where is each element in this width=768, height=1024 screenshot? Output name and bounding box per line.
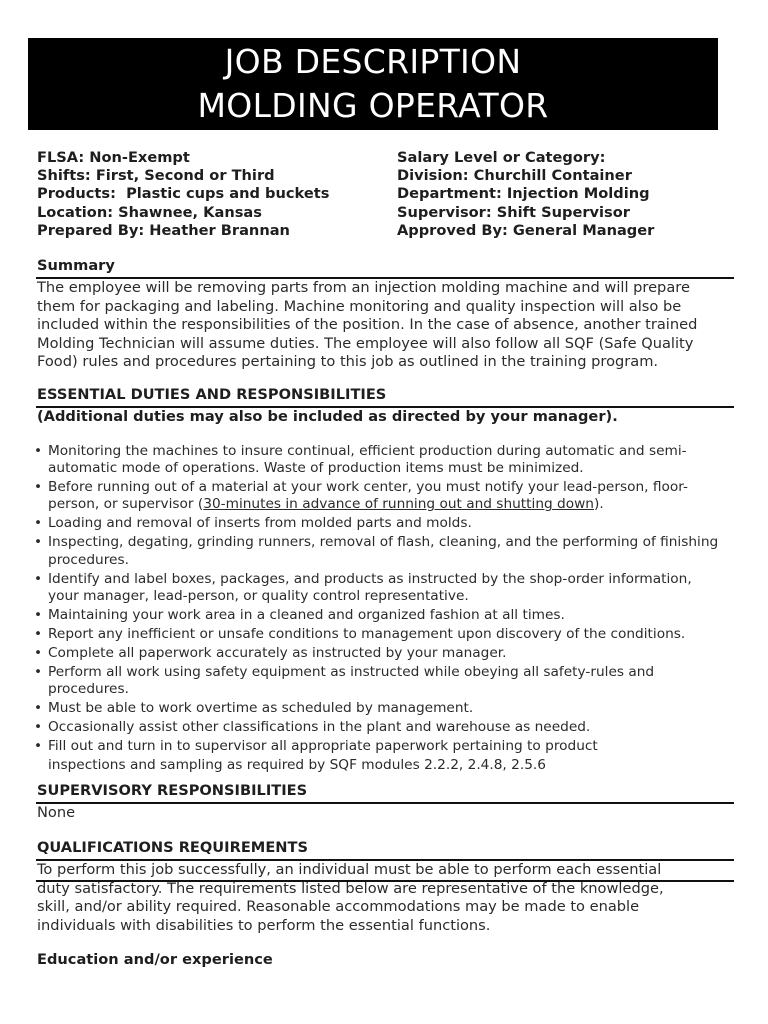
education-heading: Education and/or experience bbox=[37, 951, 273, 968]
supervisor-field: Supervisor: Shift Supervisor bbox=[397, 203, 630, 221]
supervisory-heading: SUPERVISORY RESPONSIBILITIES bbox=[37, 782, 308, 799]
location-field: Location: Shawnee, Kansas bbox=[37, 203, 262, 221]
duty-item: • Monitoring the machines to insure continual, efficient production during automatic and semi- automatic mode of operations. Waste of production items must be minimized. bbox=[34, 443, 734, 477]
essential-duties-heading: ESSENTIAL DUTIES AND RESPONSIBILITIES bbox=[37, 386, 387, 403]
division-field: Division: Churchill Container bbox=[397, 167, 632, 185]
duty-item: • Inspecting, degating, grinding runners, removal of flash, cleaning, and the performing of finishing procedures. bbox=[34, 534, 734, 568]
underlined-deadline: 30-minutes in advance of running out and shutting down bbox=[203, 496, 594, 513]
duty-item: • Fill out and turn in to supervisor all appropriate paperwork pertaining to product inspections and sampling as required by SQF modules 2.2.2, 2.4.8, 2.5.6 bbox=[34, 738, 734, 774]
qualifications-line: skill, and/or ability required. Reasonable accommodations may be made to enable bbox=[37, 898, 640, 915]
qualifications-line: To perform this job successfully, an individual must be able to perform each essential bbox=[37, 861, 662, 878]
duty-item: • Occasionally assist other classifications in the plant and warehouse as needed. bbox=[34, 719, 734, 736]
approved-by-field: Approved By: General Manager bbox=[397, 221, 655, 239]
shifts-field: Shifts: First, Second or Third bbox=[37, 167, 275, 185]
duty-item: • Maintaining your work area in a cleaned and organized fashion at all times. bbox=[34, 607, 734, 624]
duty-item: • Identify and label boxes, packages, and products as instructed by the shop-order information, your manager, lead-person, or quality control representative. bbox=[34, 571, 734, 605]
duty-item: • Must be able to work overtime as scheduled by management. bbox=[34, 700, 734, 717]
summary-line: Molding Technician will assume duties. The employee will also follow all SQF (Safe Quality bbox=[37, 334, 694, 352]
summary-line: Food) rules and procedures pertaining to this job as outlined in the training program. bbox=[37, 353, 659, 370]
title-banner bbox=[28, 38, 718, 130]
summary-heading: Summary bbox=[37, 257, 115, 274]
qualifications-line: duty satisfactory. The requirements listed below are representative of the knowledge, bbox=[37, 879, 664, 897]
duty-item: • Loading and removal of inserts from molded parts and molds. bbox=[34, 515, 734, 532]
flsa-field: FLSA: Non-Exempt bbox=[37, 149, 190, 166]
summary-paragraph bbox=[37, 279, 737, 372]
supervisory-text: None bbox=[37, 804, 76, 821]
department-field: Department: Injection Molding bbox=[397, 185, 650, 203]
duties-list bbox=[34, 443, 734, 776]
duty-item: • Report any inefficient or unsafe conditions to management upon discovery of the conditions. bbox=[34, 626, 734, 643]
job-title: MOLDING OPERATOR bbox=[197, 86, 549, 125]
duty-item: • Complete all paperwork accurately as instructed by your manager. bbox=[34, 645, 734, 662]
duty-item: • Before running out of a material at your work center, you must notify your lead-person, floor- person, or supervisor (30-minutes in advance of running out and shutting down). bbox=[34, 479, 734, 513]
qualifications-line: individuals with disabilities to perform the essential functions. bbox=[37, 916, 491, 934]
summary-line: The employee will be removing parts from an injection molding machine and will prepare bbox=[37, 279, 690, 296]
prepared-by-field: Prepared By: Heather Brannan bbox=[37, 221, 290, 239]
salary-level-field: Salary Level or Category: bbox=[397, 149, 606, 166]
duty-item: • Perform all work using safety equipment as instructed while obeying all safety-rules and procedures. bbox=[34, 664, 734, 698]
info-right-column bbox=[397, 149, 654, 240]
document-title: JOB DESCRIPTION bbox=[224, 42, 522, 81]
essential-duties-subheading: (Additional duties may also be included as directed by your manager). bbox=[37, 408, 618, 425]
summary-line: them for packaging and labeling. Machine monitoring and quality inspection will also be bbox=[37, 297, 682, 315]
qualifications-heading: QUALIFICATIONS REQUIREMENTS bbox=[37, 839, 308, 856]
qualifications-paragraph bbox=[37, 861, 737, 935]
info-left-column bbox=[37, 149, 329, 240]
products-field: Products: Plastic cups and buckets bbox=[37, 185, 330, 203]
summary-line: included within the responsibilities of the position. In the case of absence, another trained bbox=[37, 316, 698, 333]
